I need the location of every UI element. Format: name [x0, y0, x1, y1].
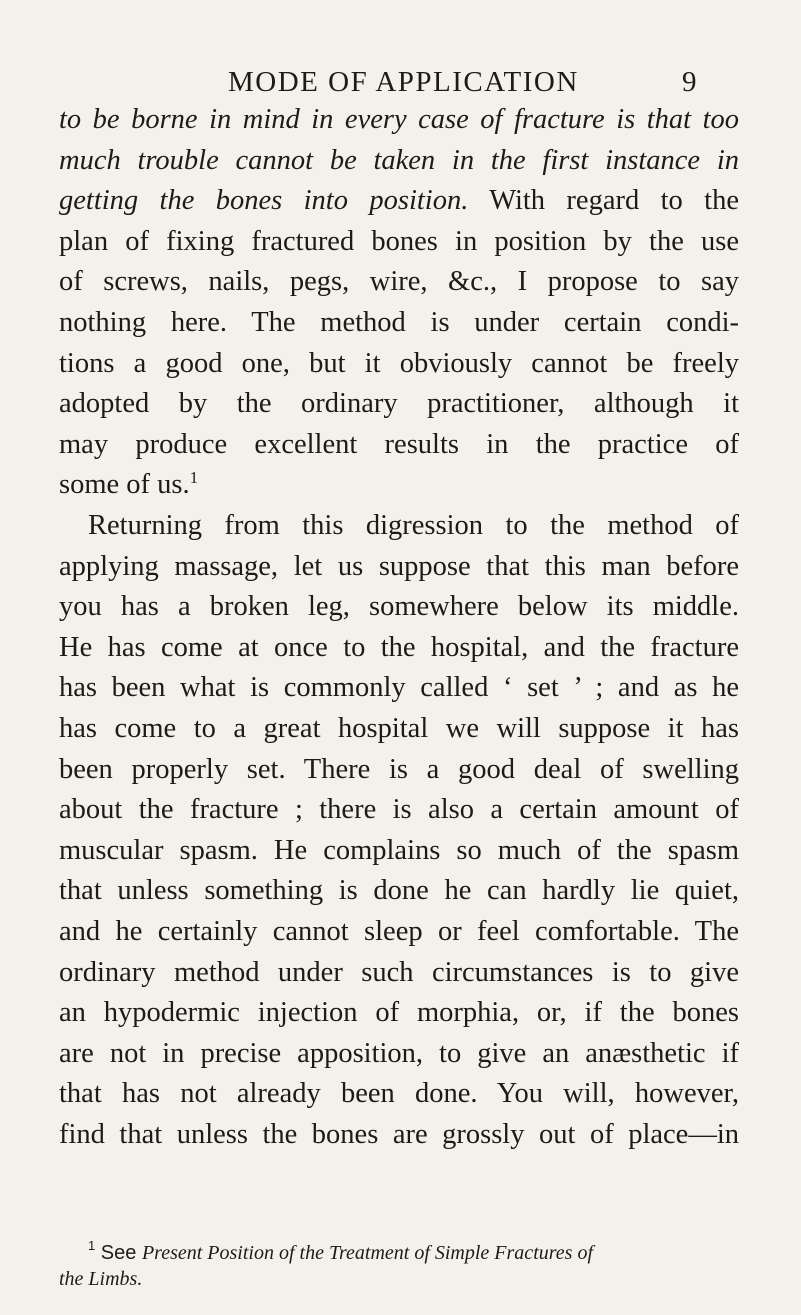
footnote-mark: 1 [88, 1238, 96, 1253]
text-line: has been what is commonly called ‘ set ’ ; and as he [59, 672, 739, 704]
text-line: nothing here. The method is under certain condi- [59, 307, 739, 338]
text-line: that unless something is done he can hardly lie quiet, [59, 875, 739, 907]
text-line: an hypodermic injection of morphia, or, if the bones [59, 997, 739, 1029]
text-line: applying massage, let us suppose that this man before [59, 550, 739, 582]
text-line: tions a good one, but it obviously cannot be freely [59, 347, 739, 379]
footnote-see: See [95, 1242, 142, 1264]
text-line: much trouble cannot be taken in the first instance in [59, 144, 739, 176]
text-line: Returning from this digression to the method of [88, 510, 739, 541]
text-line: muscular spasm. He complains so much of the spasm [59, 834, 739, 866]
page-number: 9 [682, 66, 697, 98]
text-line: to be borne in mind in every case of fracture is that too [59, 104, 739, 135]
text-line: ordinary method under such circumstances is to give [59, 956, 739, 988]
text-line: getting the bones into position. With regard to the [59, 185, 739, 217]
text-line: some of us.$^1$ [59, 468, 199, 501]
footnote-line [88, 1240, 593, 1266]
text-line: plan of fixing fractured bones in position by the use [59, 225, 739, 257]
text-line: you has a broken leg, somewhere below its middle. [59, 591, 739, 623]
text-line: may produce excellent results in the practice of [59, 428, 739, 460]
running-title: MODE OF APPLICATION [228, 66, 579, 98]
footnote-title: Present Position of the Treatment of Simple Fractures of [141, 1242, 594, 1264]
text-line: about the fracture ; there is also a certain amount of [59, 794, 739, 826]
text-line: adopted by the ordinary practitioner, although it [59, 388, 739, 420]
running-head [0, 62, 801, 102]
footnote-reference: 1 [189, 468, 199, 488]
text-line: find that unless the bones are grossly out of place—in [59, 1119, 739, 1150]
footnote-line [59, 1266, 142, 1292]
text-line: are not in precise apposition, to give an anæsthetic if [59, 1037, 739, 1069]
text-line: and he certainly cannot sleep or feel comfortable. The [59, 916, 739, 947]
footnote-title: the Limbs. [59, 1268, 143, 1290]
text-line: been properly set. There is a good deal of swelling [59, 753, 739, 785]
text-line: of screws, nails, pegs, wire, &c., I propose to say [59, 266, 739, 298]
text-line: He has come at once to the hospital, and the fracture [59, 631, 739, 663]
text-line: that has not already been done. You will, however, [59, 1078, 739, 1110]
text-line: has come to a great hospital we will suppose it has [59, 713, 739, 744]
